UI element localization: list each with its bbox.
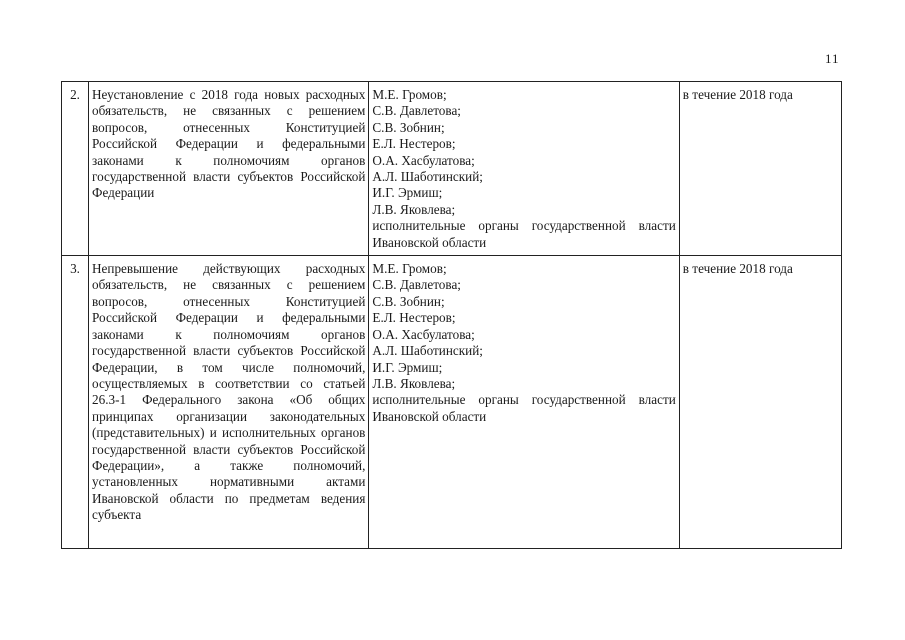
executor-item: О.А. Хасбулатова; [372, 326, 475, 342]
executor-item: М.Е. Громов; [372, 87, 447, 102]
measures-table [61, 81, 842, 549]
executor-item: М.Е. Громов; [372, 261, 447, 277]
measure-description-text: Непревышение действующих расходных обязательств, не связанных с решением вопросов, отнесенных Конституцией Российской Федерации и федеральными законами к полномочиям органов государственной власти субъектов Российской Федерации, в том числе полномочий, осуществляемых в соответствии со статьей 26.3-1 Федерального закона «Об общих принципах организации законодательных (представительных) и исполнительных органов государственной власти субъектов Российской Федерации», а также полномочий, установленных нормативными актами Ивановской области по предметам ведения субъекта [92, 261, 366, 523]
executor-item: С.В. Давлетова; [372, 103, 461, 119]
executors-list [372, 87, 675, 251]
executor-item: Е.Л. Нестеров; [372, 310, 456, 326]
measure-description [89, 256, 369, 549]
executors-list [372, 261, 675, 425]
page-number: 11 [825, 51, 840, 66]
executor-item: А.Л. Шаботинский; [372, 169, 483, 185]
executor-item: А.Л. Шаботинский; [372, 343, 483, 359]
executor-item: исполнительные органы государственной власти Ивановской области [372, 218, 676, 250]
measure-description [89, 82, 369, 256]
executor-item: Е.Л. Нестеров; [372, 136, 456, 152]
executors-cell [369, 82, 679, 256]
row-number: 3. [62, 256, 89, 549]
executor-item: С.В. Зобнин; [372, 293, 445, 309]
executor-item: С.В. Давлетова; [372, 277, 461, 293]
executors-cell [369, 256, 679, 549]
deadline: в течение 2018 года [679, 82, 841, 256]
executor-item: С.В. Зобнин; [372, 119, 445, 135]
table-row [62, 82, 842, 256]
executor-item: Л.В. Яковлева; [372, 201, 456, 217]
executor-item: исполнительные органы государственной власти Ивановской области [372, 392, 676, 424]
deadline: в течение 2018 года [679, 256, 841, 549]
executor-item: О.А. Хасбулатова; [372, 152, 475, 168]
executor-item: Л.В. Яковлева; [372, 375, 456, 391]
table-row [62, 256, 842, 549]
measure-description-text: Неустановление с 2018 года новых расходных обязательств, не связанных с решением вопросов, отнесенных Конституцией Российской Федерации и федеральными законами к полномочиям органов государственной власти субъектов Российской Федерации [92, 87, 366, 201]
row-number: 2. [62, 82, 89, 256]
executor-item: И.Г. Эрмиш; [372, 359, 443, 375]
executor-item: И.Г. Эрмиш; [372, 185, 443, 201]
